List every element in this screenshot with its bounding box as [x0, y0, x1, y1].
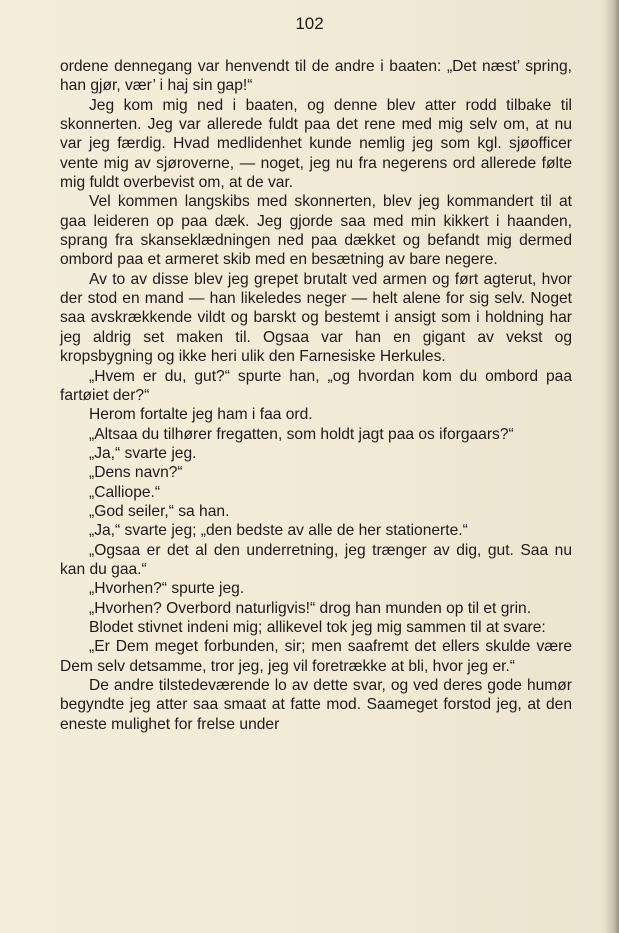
paragraph: „Er Dem meget forbunden, sir; men saafremt det ellers skulde være Dem selv detsamme, tror jeg, jeg vil foretrække at bli, hvor jeg er.“ — [60, 638, 572, 675]
paragraph: „God seiler,“ sa han. — [89, 502, 230, 520]
paragraph: ordene dennegang var henvendt til de andre i baaten: „Det næst’ spring, han gjør, vær’ i haj sin gap!“ — [60, 58, 572, 95]
page-number: 102 — [295, 14, 324, 33]
paragraph: Blodet stivnet indeni mig; allikevel tok jeg mig sammen til at svare: — [89, 618, 546, 636]
paragraph: „Dens navn?“ — [89, 464, 183, 482]
paragraph: „Hvem er du, gut?“ spurte han, „og hvordan kom du ombord paa fartøiet der?“ — [60, 367, 572, 404]
paragraph: „Hvorhen? Overbord naturligvis!“ drog han munden op til et grin. — [89, 599, 532, 617]
paragraph: „Ogsaa er det al den underretning, jeg trænger av dig, gut. Saa nu kan du gaa.“ — [60, 541, 572, 578]
paragraph: „Calliope.“ — [89, 483, 161, 501]
paragraph: Av to av disse blev jeg grepet brutalt ved armen og ført agterut, hvor der stod en mand — han likeledes neger — helt alene for sig selv. Noget saa avskrækkende vildt og barskt og bestemt i ansigt som i holdning har jeg aldrig set maken til. Ogsaa var han en gigant av vekst og kropsbygning og ikke heri ulik den Farnesiske Herkules. — [60, 270, 572, 366]
paragraph: „Hvorhen?“ spurte jeg. — [89, 580, 245, 598]
paragraph: „Ja,“ svarte jeg. — [89, 444, 197, 462]
paragraph: Jeg kom mig ned i baaten, og denne blev atter rodd tilbake til skonnerten. Jeg var allerede fuldt paa det rene med mig selv om, at nu var jeg færdig. Hvad medlidenhet kunde nemlig jeg som kgl. sjøofficer vente mig av sjøroverne, — noget, jeg nu fra negerens ord allerede følte mig fuldt overbevist om, at de var. — [60, 96, 572, 192]
paragraph: De andre tilstedeværende lo av dette svar, og ved deres gode humør begyndte jeg atter saa smaat at fatte mod. Saameget forstod jeg, at den eneste mulighet for frelse under — [60, 677, 572, 733]
paragraph: Herom fortalte jeg ham i faa ord. — [89, 406, 313, 424]
paragraph: Vel kommen langskibs med skonnerten, blev jeg kommandert til at gaa leideren op paa dæk. Jeg gjorde saa med min kikkert i haanden, sprang fra skanseklædningen ned paa dækket og befandt mig dermed ombord paa et armeret skib med en besætning av bare negere. — [60, 193, 572, 269]
paragraph: „Ja,“ svarte jeg; „den bedste av alle de her stationerte.“ — [89, 522, 468, 540]
page-edge-shadow — [605, 0, 619, 933]
paragraph: „Altsaa du tilhører fregatten, som holdt jagt paa os iforgaars?“ — [89, 425, 514, 443]
body-text — [60, 57, 572, 734]
